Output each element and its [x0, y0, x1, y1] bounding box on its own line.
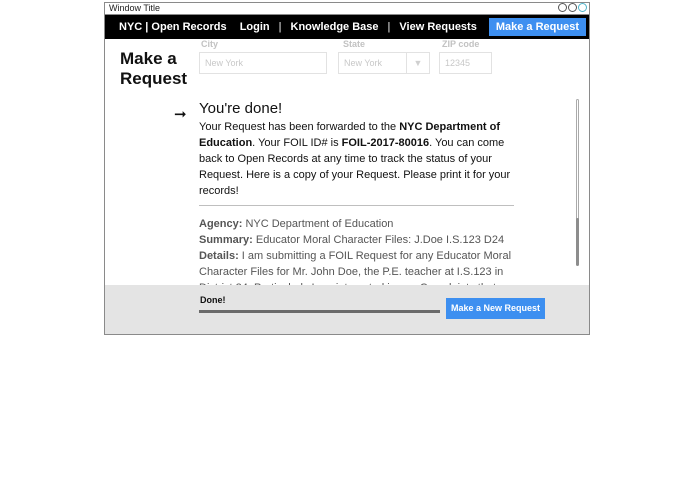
message-text: . You can come back to Open Records at any time to track the status of your Request. Here is a copy of your Request. Please print it for your records! [199, 137, 511, 197]
brand-logo[interactable]: NYC | Open Records [119, 21, 227, 33]
footer-bar [105, 285, 589, 334]
state-select[interactable] [338, 52, 430, 74]
progress-bar [199, 310, 440, 313]
agency-name: NYC Department of Education [199, 121, 501, 149]
restore-icon[interactable] [568, 3, 577, 12]
minimize-icon[interactable] [558, 3, 567, 12]
message-text: . Your FOIL ID# is [252, 137, 342, 149]
page-title [120, 49, 187, 89]
top-navbar [105, 15, 589, 39]
progress-fill [199, 310, 440, 313]
divider [199, 205, 514, 206]
make-request-button[interactable]: Make a Request [489, 18, 586, 36]
summary-row [199, 232, 519, 248]
zip-input[interactable]: 12345 [439, 52, 492, 74]
zip-label: ZIP code [442, 39, 480, 49]
nav-separator: | [387, 21, 391, 33]
status-text: Done! [200, 295, 226, 305]
foil-id: FOIL-2017-80016 [341, 137, 430, 149]
agency-value: NYC Department of Education [242, 218, 394, 230]
nav-links [240, 15, 586, 39]
app-window [104, 2, 590, 335]
nav-separator: | [278, 21, 282, 33]
window-titlebar [105, 3, 589, 15]
confirmation-panel [199, 99, 519, 291]
scrollbar-thumb[interactable] [576, 218, 579, 266]
window-controls [558, 3, 587, 12]
new-request-button[interactable]: Make a New Request [446, 298, 545, 319]
confirmation-message [199, 119, 519, 199]
details-label: Details: [199, 250, 239, 262]
city-input[interactable]: New York [199, 52, 327, 74]
summary-label: Summary: [199, 234, 253, 246]
page-title-line: Make a [120, 49, 177, 68]
message-text: Your Request has been forwarded to the [199, 121, 400, 133]
state-label: State [343, 39, 366, 49]
arrow-right-icon: ➞ [174, 106, 187, 123]
nav-view-requests-link[interactable]: View Requests [399, 21, 477, 33]
done-heading: You're done! [199, 100, 283, 117]
close-icon[interactable] [578, 3, 587, 12]
main-content [105, 39, 589, 334]
chevron-down-icon[interactable]: ▼ [406, 53, 429, 73]
state-select-value: New York [344, 58, 383, 68]
page-title-line: Request [120, 69, 188, 88]
nav-login-link[interactable]: Login [239, 21, 270, 33]
agency-row [199, 216, 519, 232]
agency-label: Agency: [199, 218, 243, 230]
window-title: Window Title [109, 3, 161, 13]
scrollbar[interactable] [576, 99, 579, 265]
details-value: I am submitting a FOIL Request for any Educator Moral Character Files for Mr. John Doe, the P.E. teacher at I.S.123 in [199, 250, 512, 278]
nav-knowledge-base-link[interactable]: Knowledge Base [290, 21, 379, 33]
summary-value: Educator Moral Character Files: J.Doe I.S.123 D24 [252, 234, 505, 246]
city-label: City [201, 39, 219, 49]
